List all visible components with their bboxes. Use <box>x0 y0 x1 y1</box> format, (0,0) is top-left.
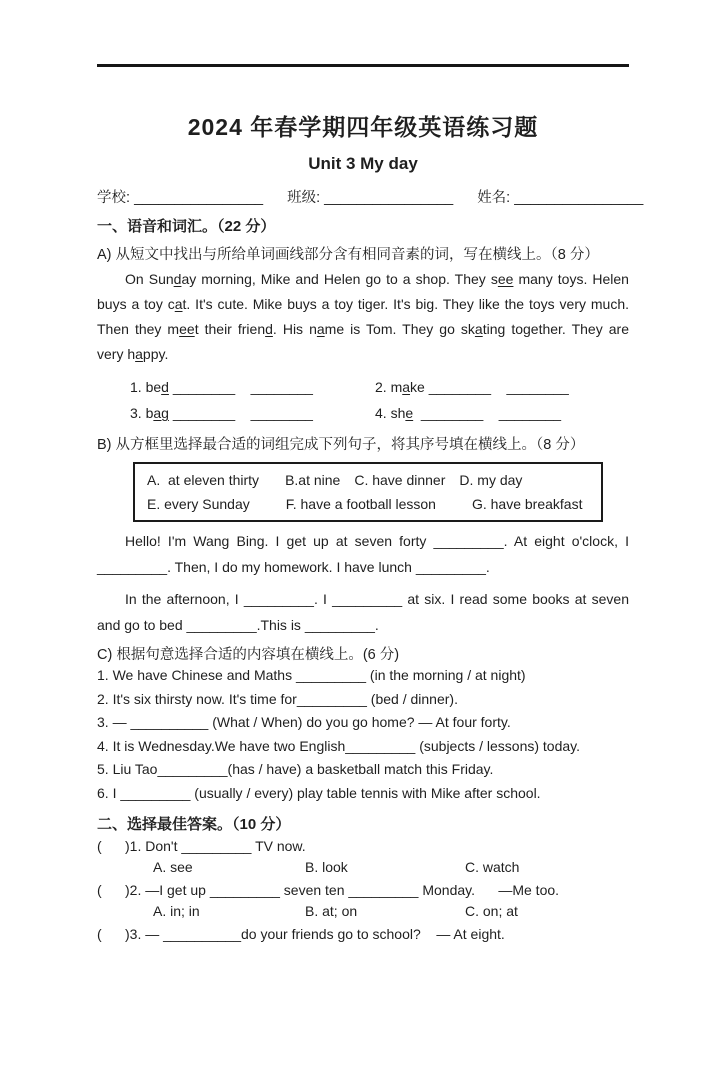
mc-question-3 <box>97 924 629 945</box>
c-item-6: 6. I _________ (usually / every) play table tennis with Mike after school. <box>97 784 541 801</box>
unit-subtitle: Unit 3 My day <box>308 154 418 173</box>
class-blank: ________________ <box>324 190 454 206</box>
phoneme-item-1: 1. bed ________ ________ <box>130 379 313 395</box>
phrase-box-row-1 <box>147 468 589 492</box>
mc2-option-b: B. at; on <box>305 903 358 919</box>
school-field <box>97 186 263 207</box>
mc1-option-a: A. see <box>153 859 193 875</box>
mc2-stem: ( )2. —I get up _________ seven ten _________ Monday. —Me too. <box>97 882 560 898</box>
phrase-b: B.at nine <box>285 472 341 488</box>
reading-passage: On Sunday morning, Mike and Helen go to a shop. They see many toys. Helen buys a toy cat. It's cute. Mike buys a toy tiger. It's big. They like the toys very much. Then they meet their friend. His name is Tom. They go skating together. They are very happy. <box>97 271 630 362</box>
class-label: 班级: <box>287 190 325 206</box>
name-label: 姓名: <box>477 190 515 206</box>
phrase-box <box>133 462 603 522</box>
part-c-items <box>97 664 629 805</box>
phrase-c: C. have dinner <box>354 472 446 488</box>
fill-paragraph-1: Hello! I'm Wang Bing. I get up at seven forty _________. At eight o'clock, I _________. Then, I do my homework. I have lunch _________. <box>97 533 629 575</box>
part-b-heading: B) 从方框里选择最合适的词组完成下列句子，将其序号填在横线上。（8 分） <box>97 437 585 453</box>
phrase-d: D. my day <box>459 472 523 488</box>
school-label: 学校: <box>97 190 135 206</box>
class-field <box>287 186 453 207</box>
phoneme-items <box>97 374 629 426</box>
section2-heading: 二、选择最佳答案。（10 分） <box>97 816 291 833</box>
phrase-a: A. at eleven thirty <box>147 472 260 488</box>
c-item-4: 4. It is Wednesday.We have two English_________ (subjects / lessons) today. <box>97 737 581 754</box>
mc-question-1 <box>97 836 629 878</box>
worksheet-page <box>0 64 724 945</box>
phoneme-item-4: 4. she ________ ________ <box>375 405 562 421</box>
school-blank: ________________ <box>134 190 264 206</box>
mc-question-2 <box>97 880 629 922</box>
page-title: 2024 年春学期四年级英语练习题 <box>187 114 539 140</box>
mc1-option-b: B. look <box>305 859 348 875</box>
name-blank: ________________ <box>514 190 644 206</box>
c-item-3: 3. — __________ (What / When) do you go home? — At four forty. <box>97 714 511 730</box>
part-c-heading: C) 根据句意选择合适的内容填在横线上。(6 分) <box>97 647 400 663</box>
section1-heading: 一、语音和词汇。（22 分） <box>97 218 276 235</box>
top-divider <box>97 64 629 67</box>
c-item-5: 5. Liu Tao_________(has / have) a basketball match this Friday. <box>97 761 494 777</box>
mc1-stem: ( )1. Don't _________ TV now. <box>97 838 306 854</box>
mc3-stem: ( )3. — __________do your friends go to school? — At eight. <box>97 926 505 942</box>
mc1-options <box>97 857 629 878</box>
fill-paragraph-2: In the afternoon, I _________. I _________ at six. I read some books at seven and go to bed _________.This is _________. <box>97 591 629 633</box>
phrase-e: E. every Sunday <box>147 496 250 512</box>
phrase-g: G. have breakfast <box>471 496 583 512</box>
phoneme-item-3: 3. bag ________ ________ <box>130 405 313 421</box>
phoneme-item-2: 2. make ________ ________ <box>375 379 569 395</box>
part-a-heading: A) 从短文中找出与所给单词画线部分含有相同音素的词，写在横线上。（8 分） <box>97 247 599 263</box>
mc2-option-a: A. in; in <box>153 903 200 919</box>
phrase-f: F. have a football lesson <box>285 496 436 512</box>
phrase-box-row-2 <box>147 492 589 516</box>
c-item-1: 1. We have Chinese and Maths _________ (in the morning / at night) <box>97 667 526 683</box>
mc2-option-c: C. on; at <box>465 903 518 919</box>
c-item-2: 2. It's six thirsty now. It's time for_________ (bed / dinner). <box>97 690 458 707</box>
name-field <box>477 186 643 207</box>
student-info-line <box>97 186 644 207</box>
mc2-options <box>97 901 629 922</box>
mc1-option-c: C. watch <box>465 859 520 875</box>
